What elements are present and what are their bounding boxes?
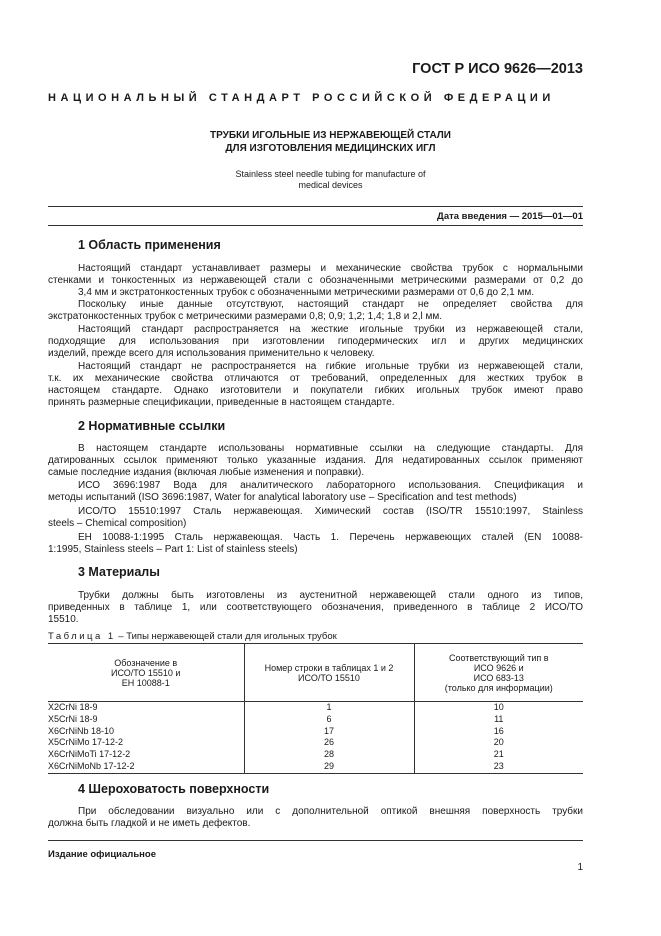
paragraph-line: изделий, прежде всего для использования применительно к человеку. xyxy=(48,348,375,359)
table-caption-label: Таблица 1 xyxy=(48,631,116,642)
title-ru-line-2: ДЛЯ ИЗГОТОВЛЕНИЯ МЕДИЦИНСКИХ ИГЛ xyxy=(225,143,436,154)
title-ru-line-1: ТРУБКИ ИГОЛЬНЫЕ ИЗ НЕРЖАВЕЮЩЕЙ СТАЛИ xyxy=(210,130,451,141)
cell-designation: X5CrNiMo 17-12-2 xyxy=(48,737,124,748)
cell-designation: X6CrNiMoNb 17-12-2 xyxy=(48,760,135,771)
paragraph-line: Поскольку иные данные отсутствуют, настоящий стандарт не определяет свойства для xyxy=(78,299,583,310)
table-row xyxy=(48,761,583,773)
paragraph-line: ЕН 10088-1:1995 Сталь нержавеющая. Часть 1. Перечень нержавеющих сталей (EN 10088- xyxy=(78,532,583,543)
paragraph-line: В настоящем стандарте использованы нормативные ссылки на следующие стандарты. Для xyxy=(78,443,583,454)
paragraph-line: Настоящий стандарт не распространяется на гибкие игольные трубки из нержавеющей стали, xyxy=(78,361,583,372)
table-row xyxy=(48,702,583,714)
cell-row-number: 6 xyxy=(244,714,414,726)
paragraph-line: При обследовании визуально или с дополнительной оптикой внешняя поверхность трубки xyxy=(78,806,583,817)
table-caption-text: – Типы нержавеющей стали для игольных трубок xyxy=(115,631,337,642)
paragraph-line: т.к. их механические свойства отличаются от требований, определенных для жестких трубок в xyxy=(48,373,583,384)
page-number: 1 xyxy=(577,862,583,873)
cell-row-number: 17 xyxy=(244,726,414,738)
column-header-designation: Обозначение в ИСО/ТО 15510 и ЕН 10088-1 xyxy=(111,657,181,688)
table-row xyxy=(48,737,583,749)
paragraph-line: методы испытаний (ISO 3696:1987, Water for analytical laboratory use – Specification and test methods) xyxy=(48,492,517,503)
paragraph-line: стенками и тонкостенных из нержавеющей стали с обозначенными метрическими размерами от 0,2 до xyxy=(48,275,583,286)
footer-divider xyxy=(48,840,583,841)
table-row xyxy=(48,749,583,761)
cell-designation: X5CrNi 18-9 xyxy=(48,713,98,724)
table-header-row xyxy=(48,644,583,702)
document-id: ГОСТ Р ИСО 9626—2013 xyxy=(412,61,583,77)
paragraph-line: самые последние издания (включая любые изменения и поправки). xyxy=(48,467,365,478)
cell-row-number: 29 xyxy=(244,761,414,773)
section-1-heading: 1 Область применения xyxy=(78,238,221,252)
column-header-row-number: Номер строки в таблицах 1 и 2 ИСО/ТО 15510 xyxy=(244,644,414,702)
paragraph-line: датированных ссылок применяют только указанные издания. Для недатированных ссылок применяют xyxy=(48,455,583,466)
date-divider xyxy=(48,225,583,226)
cell-designation: X6CrNiNb 18-10 xyxy=(48,725,115,736)
cell-iso-type: 20 xyxy=(414,737,583,749)
cell-row-number: 26 xyxy=(244,737,414,749)
cell-row-number: 1 xyxy=(244,702,414,714)
paragraph-line: Настоящий стандарт распространяется на жесткие игольные трубки из нержавеющей стали, xyxy=(78,324,583,335)
paragraph-line: принять размерные спецификации, приведенные в настоящем стандарте. xyxy=(48,397,395,408)
column-header-iso-type: Соответствующий тип в ИСО 9626 и ИСО 683-13 (только для информации) xyxy=(414,644,583,702)
paragraph-line: steels – Chemical composition) xyxy=(48,518,187,529)
cell-iso-type: 16 xyxy=(414,726,583,738)
paragraph-line: ИСО 3696:1987 Вода для аналитического лабораторного использования. Спецификация и xyxy=(78,480,583,491)
top-divider xyxy=(48,206,583,207)
cell-designation: X6CrNiMoTi 17-12-2 xyxy=(48,749,131,760)
cell-designation: X2CrNi 18-9 xyxy=(48,702,98,712)
title-en-line-1: Stainless steel needle tubing for manufacture of xyxy=(235,169,426,179)
steel-types-table xyxy=(48,643,583,774)
cell-row-number: 28 xyxy=(244,749,414,761)
paragraph-line: должна быть гладкой и не иметь дефектов. xyxy=(48,818,251,829)
section-2-heading: 2 Нормативные ссылки xyxy=(78,419,226,433)
cell-iso-type: 11 xyxy=(414,714,583,726)
section-4-heading: 4 Шероховатость поверхности xyxy=(78,782,270,796)
paragraph-line: 1:1995, Stainless steels – Part 1: List of stainless steels) xyxy=(48,544,298,555)
paragraph-line: экстратонкостенных трубок с метрическими размерами 0,8; 0,9; 1,2; 1,4; 1,8 и 2,l мм. xyxy=(48,311,443,322)
paragraph-line: 3,4 мм и экстратонкостенных трубок с обозначенными метрическими размерами от 0,6 до 2,1 мм. xyxy=(78,287,535,298)
cell-iso-type: 21 xyxy=(414,749,583,761)
table-row xyxy=(48,726,583,738)
cell-iso-type: 23 xyxy=(414,761,583,773)
edition-label: Издание официальное xyxy=(48,849,156,860)
table-caption xyxy=(48,631,337,642)
paragraph-line: Настоящий стандарт устанавливает размеры и механические свойства трубок с нормальными xyxy=(78,263,583,274)
paragraph-line: настоящем стандарте. Однако изготовители и покупатели гибких игольных трубок имеют право xyxy=(48,385,583,396)
table-row xyxy=(48,714,583,726)
paragraph-line: 15510. xyxy=(48,614,79,625)
paragraph-line: Трубки должны быть изготовлены из аустенитной нержавеющей стали одного из типов, xyxy=(78,590,583,601)
title-en-line-2: medical devices xyxy=(298,180,363,190)
paragraph-line: приведенных в таблице 1, или соответствующего обозначения, приведенного в таблице 2 ИСО/ТО xyxy=(48,602,583,613)
cell-iso-type: 10 xyxy=(414,702,583,714)
effective-date: Дата введения — 2015—01—01 xyxy=(437,211,583,222)
paragraph-line: подходящие для использования при изготовлении гиподермических игл и других медицинских xyxy=(48,336,583,347)
national-standard-banner: НАЦИОНАЛЬНЫЙ СТАНДАРТ РОССИЙСКОЙ ФЕДЕРАЦИИ xyxy=(48,92,555,104)
paragraph-line: ИСО/ТО 15510:1997 Сталь нержавеющая. Химический состав (ISO/TR 15510:1997, Stainless xyxy=(78,506,583,517)
section-3-heading: 3 Материалы xyxy=(78,565,160,579)
